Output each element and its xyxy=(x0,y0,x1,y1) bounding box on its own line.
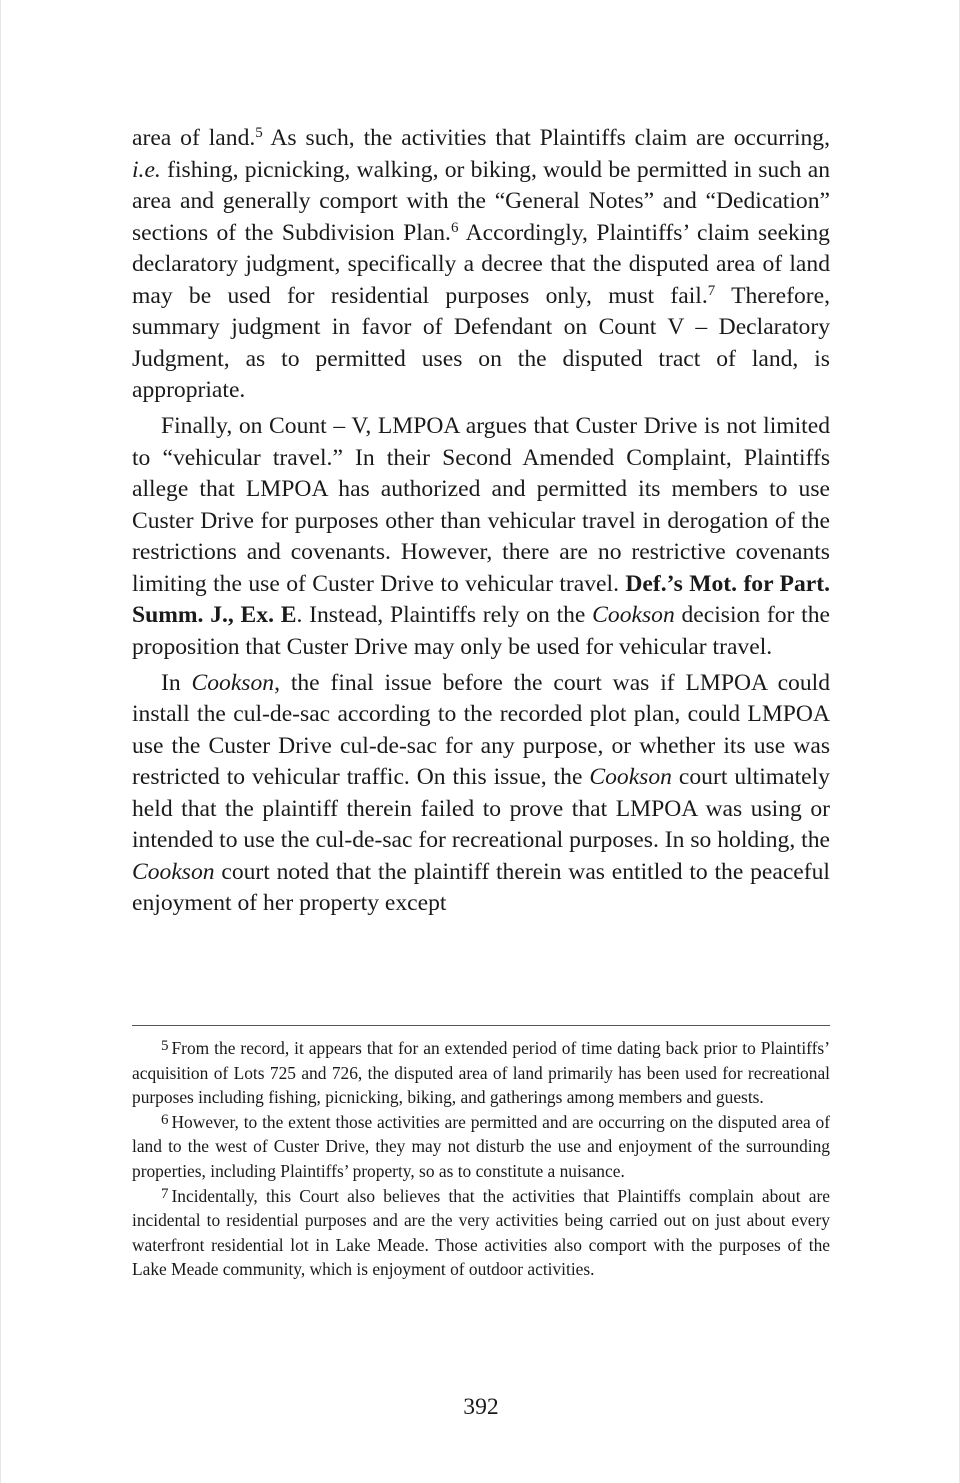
page-number: 392 xyxy=(463,1394,499,1420)
footnote-ref-7: 7 xyxy=(707,282,716,299)
footnote-text: From the record, it appears that for an extended period of time dating back prior to Plaintiffs’ acquisition of Lots 725 and 726, the disputed area of land primarily has been used for recreational purposes including fishing, picnicking, biking, and gatherings among members and guests. xyxy=(132,1038,830,1108)
footnote-6 xyxy=(132,1110,830,1184)
case-name: Cookson xyxy=(592,602,675,628)
case-name: Cookson xyxy=(191,669,275,696)
footnote-text: Incidentally, this Court also believes that the activities that Plaintiffs complain about are incidental to residential purposes and are the very activities being carried out on just about every waterfront residential lot in Lake Meade. Those activities also comport with the purposes of the Lake Meade community, which is enjoyment of outdoor activities. xyxy=(132,1185,830,1280)
footnote-text: However, to the extent those activities are permitted and are occurring on the disputed area of land to the west of Custer Drive, they may not disturb the use and enjoyment of the surrounding properties, including Plaintiffs’ property, so as to constitute a nuisance. xyxy=(132,1111,830,1181)
footnote-number: 5 xyxy=(161,1038,169,1054)
body-text xyxy=(132,123,830,920)
footnote-ref-5: 5 xyxy=(255,125,263,141)
footnote-7 xyxy=(132,1184,830,1282)
footnote-5 xyxy=(132,1036,830,1110)
paragraph-2: Finally, on Count – V, LMPOA argues that Custer Drive is not limited to “vehicular travel.” In their Second Amended Complaint, Plaintiffs allege that LMPOA has authorized and permitted its members to use Custer Drive for purposes other than vehicular travel in derogation of the restrictions and covenants. However, there are no restrictive covenants limiting the use of Custer Drive to vehicular travel. Def.’s Mot. for Part. Summ. J., Ex. E. Instead, Plaintiffs rely on the Cookson decision for the proposition that Custer Drive may only be used for vehicular travel. xyxy=(132,413,830,660)
footnote-ref-6: 6 xyxy=(450,219,459,236)
footnote-number: 6 xyxy=(161,1111,169,1128)
case-name: Cookson xyxy=(589,764,672,790)
footnote-number: 7 xyxy=(161,1185,169,1202)
paragraph-3: In Cookson, the final issue before the court was if LMPOA could install the cul-de-sac according to the recorded plot plan, could LMPOA use the Custer Drive cul-de-sac for any purpose, or whether its use was restricted to vehicular traffic. On this issue, the Cookson court ultimately held that the plaintiff therein failed to prove that LMPOA was using or intended to use the cul-de-sac for recreational purposes. In so holding, the Cookson court noted that the plaintiff therein was entitled to the peaceful enjoyment of her property except xyxy=(132,669,830,916)
paragraph-1: area of land.$^5$ As such, the activities that Plaintiffs claim are occurring, i.e. fishing, picnicking, walking, or biking, would be permitted in such an area and generally comport with the “General Notes” and “Dedication” sections of the Subdivision Plan.$^6$ Accordingly, Plaintiffs’ claim seeking declaratory judgment, specifically a decree that the disputed area of land may be used for residential purposes only, must fail.$^7$ Therefore, summary judgment in favor of Defendant on Count V – Declaratory Judgment, as to permitted uses on the disputed tract of land, is appropriate. xyxy=(132,125,830,403)
case-name: Cookson xyxy=(132,858,215,885)
record-citation: Def.’s Mot. for Part. Summ. J., Ex. E xyxy=(132,570,830,628)
footnote-separator xyxy=(132,1025,830,1026)
ie-abbreviation: i.e. xyxy=(132,156,161,183)
footnotes xyxy=(132,1036,830,1282)
